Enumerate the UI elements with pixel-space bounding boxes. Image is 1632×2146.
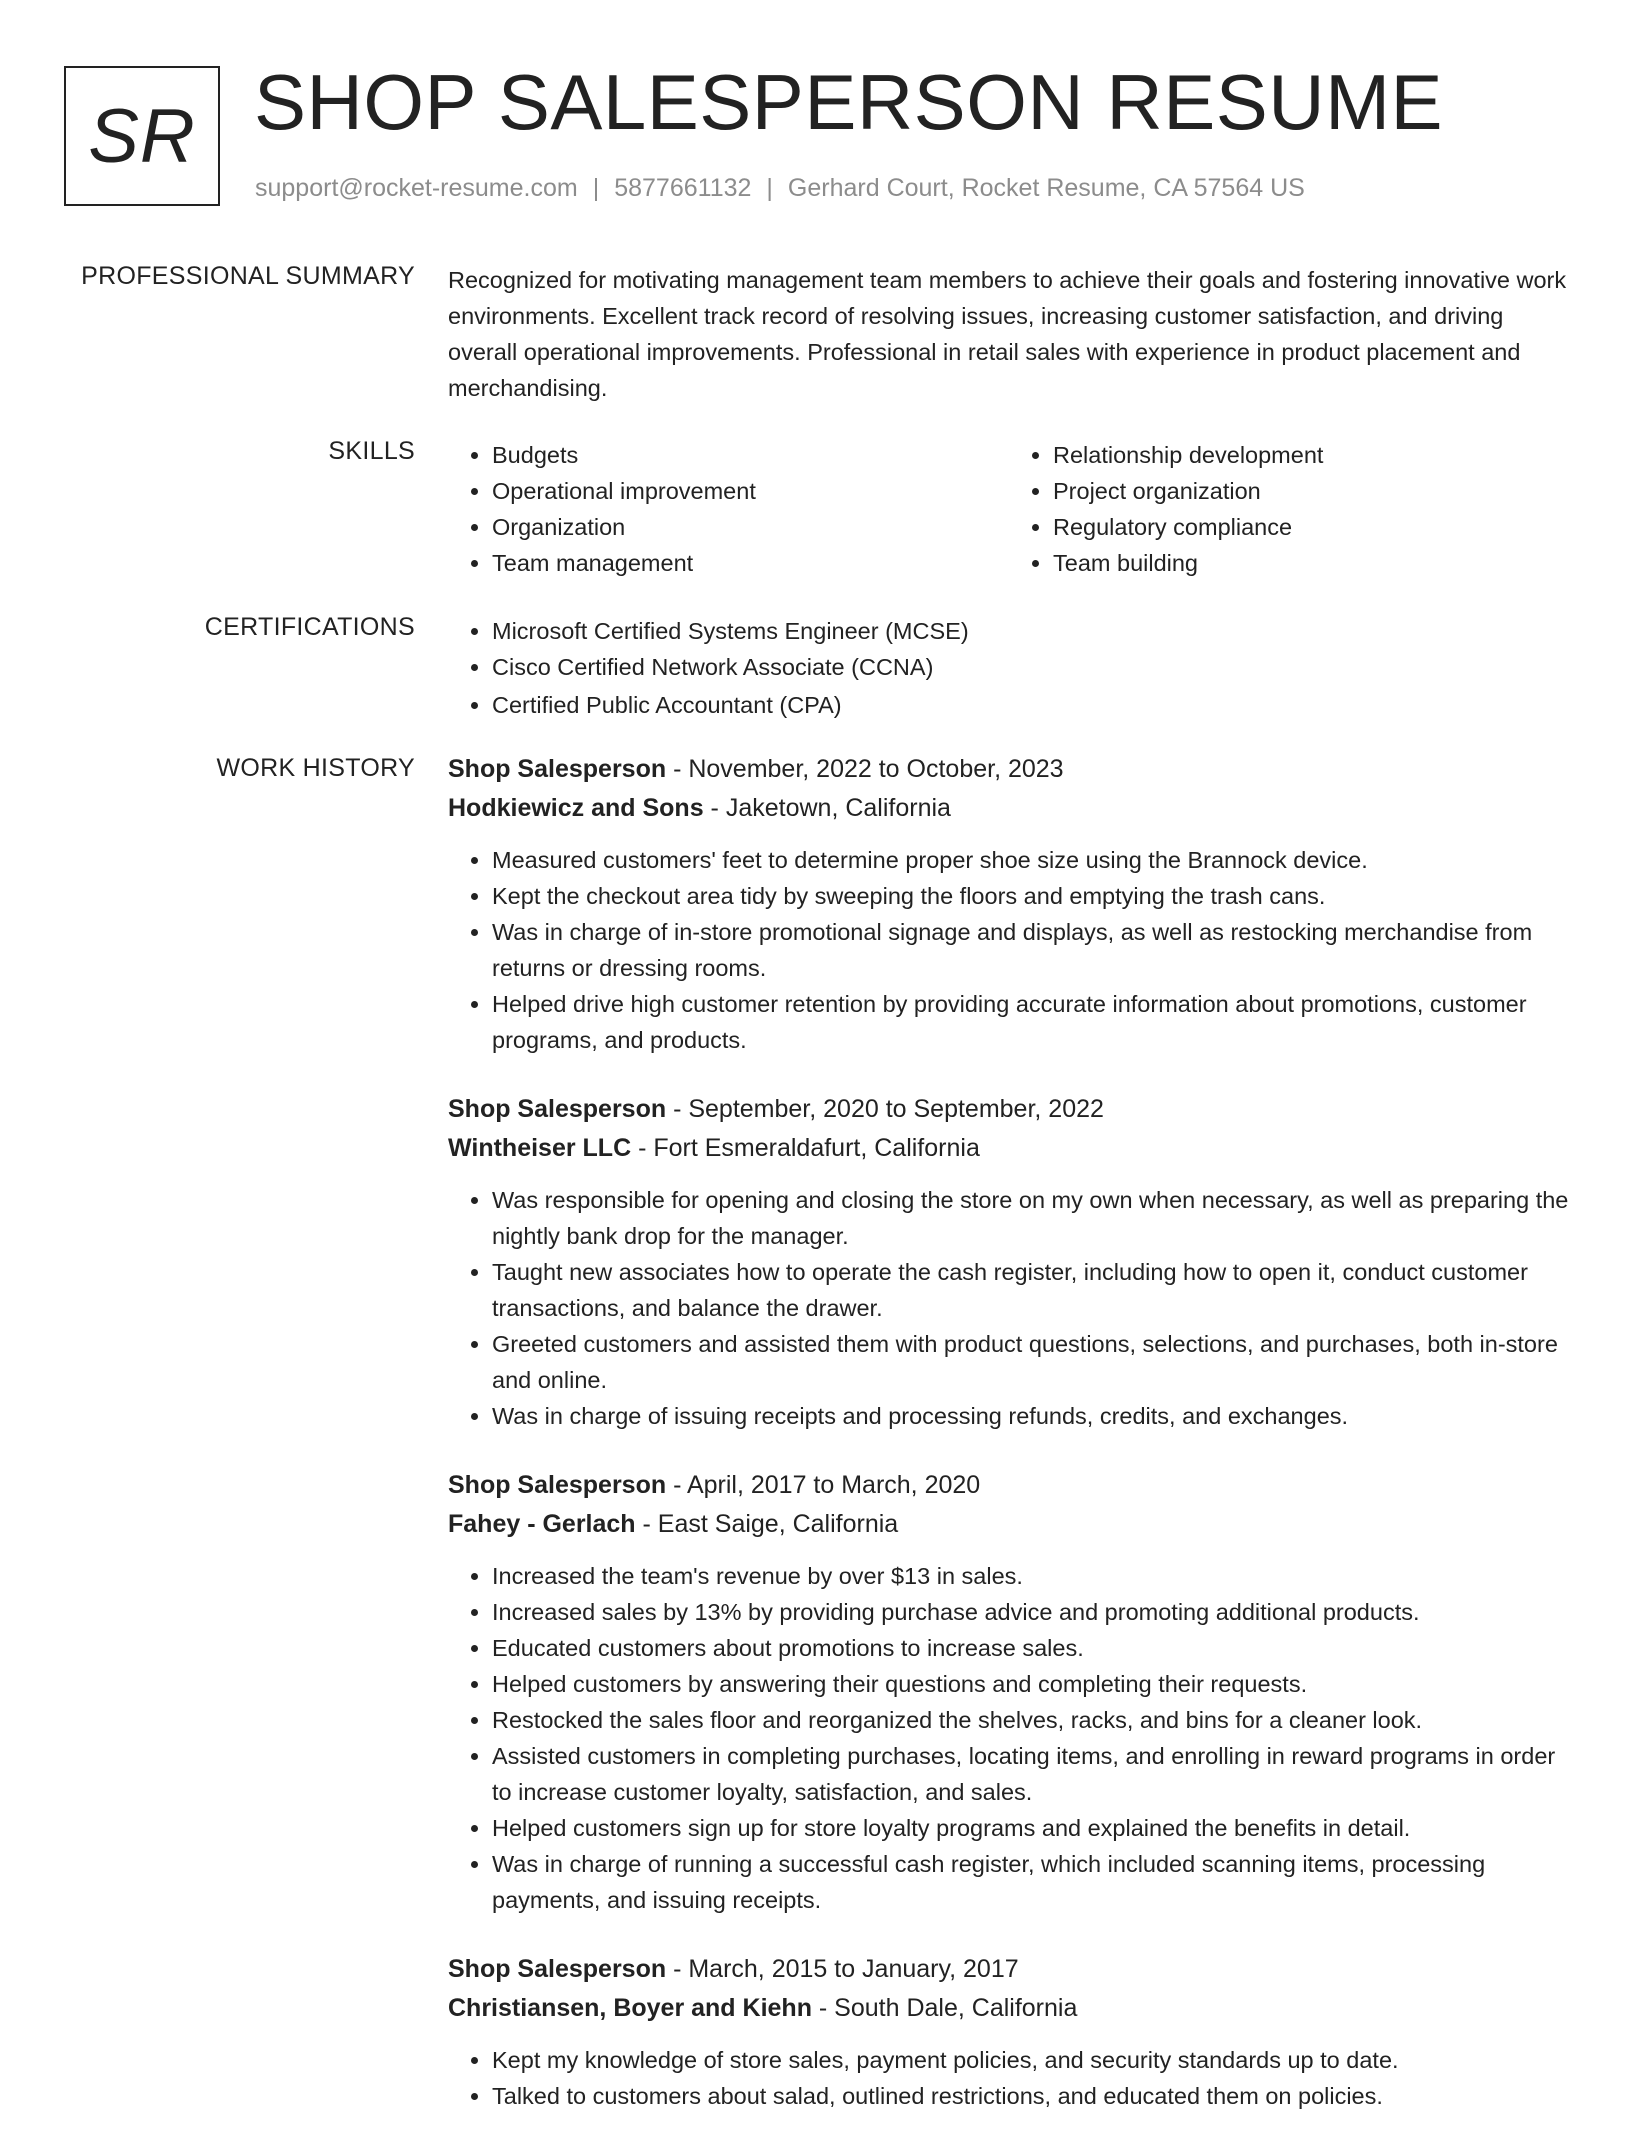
certification-item: • Certified Public Accountant (CPA) xyxy=(492,687,1570,723)
job-dates: - September, 2020 to September, 2022 xyxy=(666,1095,1104,1123)
job-duty: • Talked to customers about salad, outlined restrictions, and educated them on policies. xyxy=(492,2078,1570,2114)
job-company-line xyxy=(448,1505,1570,1544)
job-duty: • Restocked the sales floor and reorganized the shelves, racks, and bins for a cleaner look. xyxy=(492,1702,1570,1738)
job-duty: • Increased the team's revenue by over $13 in sales. xyxy=(492,1558,1570,1594)
job-duty: • Was in charge of running a successful cash register, which included scanning items, processing payments, and issuing receipts. xyxy=(492,1846,1570,1918)
skill-item: • Project organization xyxy=(1053,473,1570,509)
job-duty: • Kept my knowledge of store sales, payment policies, and security standards up to date. xyxy=(492,2042,1570,2078)
job-company-line xyxy=(448,1989,1570,2028)
skill-item: • Relationship development xyxy=(1053,437,1570,473)
skill-item: • Organization xyxy=(492,509,1009,545)
job-duty: • Kept the checkout area tidy by sweeping the floors and emptying the trash cans. xyxy=(492,878,1570,914)
job-title: Shop Salesperson xyxy=(448,1095,667,1123)
certifications-heading: CERTIFICATIONS xyxy=(204,613,415,641)
job-title-line xyxy=(448,1090,1570,1129)
skill-item: • Operational improvement xyxy=(492,473,1009,509)
contact-address: Gerhard Court, Rocket Resume, CA 57564 US xyxy=(787,174,1305,202)
job-location: - South Dale, California xyxy=(811,1994,1078,2022)
skill-item: • Team building xyxy=(1053,545,1570,581)
job-company-line xyxy=(448,789,1570,828)
job-duty: • Helped customers by answering their questions and completing their requests. xyxy=(492,1666,1570,1702)
skill-item: • Team management xyxy=(492,545,1009,581)
job-location: - Jaketown, California xyxy=(703,794,951,822)
job-duties xyxy=(448,2042,1570,2114)
job-title-line xyxy=(448,1466,1570,1505)
skill-item: • Regulatory compliance xyxy=(1053,509,1570,545)
job-entry xyxy=(448,1950,1570,2114)
skills-list-right xyxy=(1009,437,1570,581)
job-entry xyxy=(448,1090,1570,1434)
job-company-line xyxy=(448,1129,1570,1168)
contact-email: support@rocket-resume.com xyxy=(255,174,578,202)
monogram-box xyxy=(64,66,220,206)
contact-separator: | xyxy=(766,174,773,202)
job-duty: • Taught new associates how to operate the cash register, including how to open it, conduct customer transactions, and balance the drawer. xyxy=(492,1254,1570,1326)
job-duties xyxy=(448,1558,1570,1918)
job-duty: • Assisted customers in completing purchases, locating items, and enrolling in reward programs in order to increase customer loyalty, satisfaction, and sales. xyxy=(492,1738,1570,1810)
job-dates: - April, 2017 to March, 2020 xyxy=(666,1471,981,1499)
skills-body xyxy=(448,437,1570,581)
job-entry xyxy=(448,1466,1570,1918)
resume-title: SHOP SALESPERSON RESUME xyxy=(254,58,1444,146)
job-duty: • Was in charge of in-store promotional signage and displays, as well as restocking merchandise from returns or dressing rooms. xyxy=(492,914,1570,986)
skills-heading: SKILLS xyxy=(328,437,415,465)
job-company: Christiansen, Boyer and Kiehn xyxy=(448,1994,812,2022)
job-dates: - March, 2015 to January, 2017 xyxy=(666,1955,1019,1983)
job-dates: - November, 2022 to October, 2023 xyxy=(666,755,1064,783)
job-title: Shop Salesperson xyxy=(448,1471,667,1499)
summary-text: Recognized for motivating management team members to achieve their goals and fostering innovative work environments. Excellent track record of resolving issues, increasing customer satisfaction, and driving overall operational improvements. Professional in retail sales with experience in product placement and merchandising. xyxy=(448,267,1567,401)
certifications-list xyxy=(448,613,1570,723)
certification-item: • Cisco Certified Network Associate (CCNA) xyxy=(492,649,1570,685)
job-duties xyxy=(448,1182,1570,1434)
work-history-heading: WORK HISTORY xyxy=(216,754,415,782)
skill-item: • Budgets xyxy=(492,437,1009,473)
contact-line xyxy=(255,174,1305,203)
job-entry xyxy=(448,750,1570,1058)
job-location: - East Saige, California xyxy=(635,1510,899,1538)
job-duty: • Increased sales by 13% by providing purchase advice and promoting additional products. xyxy=(492,1594,1570,1630)
job-company: Wintheiser LLC xyxy=(448,1134,632,1162)
job-title: Shop Salesperson xyxy=(448,755,667,783)
job-duty: • Greeted customers and assisted them with product questions, selections, and purchases, both in-store and online. xyxy=(492,1326,1570,1398)
certifications-body xyxy=(448,613,1570,723)
work-history-body xyxy=(448,750,1570,2146)
job-company: Fahey - Gerlach xyxy=(448,1510,636,1538)
job-duties xyxy=(448,842,1570,1058)
summary-heading: PROFESSIONAL SUMMARY xyxy=(81,262,415,290)
job-title-line xyxy=(448,1950,1570,1989)
job-duty: • Was responsible for opening and closing the store on my own when necessary, as well as preparing the nightly bank drop for the manager. xyxy=(492,1182,1570,1254)
job-title: Shop Salesperson xyxy=(448,1955,667,1983)
job-duty: • Helped drive high customer retention by providing accurate information about promotions, customer programs, and products. xyxy=(492,986,1570,1058)
job-duty: • Was in charge of issuing receipts and processing refunds, credits, and exchanges. xyxy=(492,1398,1570,1434)
summary-body xyxy=(448,262,1570,406)
job-duty: • Measured customers' feet to determine proper shoe size using the Brannock device. xyxy=(492,842,1570,878)
certification-item: • Microsoft Certified Systems Engineer (MCSE) xyxy=(492,613,1570,649)
contact-separator: | xyxy=(592,174,600,202)
job-company: Hodkiewicz and Sons xyxy=(448,794,704,822)
job-duty: • Helped customers sign up for store loyalty programs and explained the benefits in detail. xyxy=(492,1810,1570,1846)
skills-list-left xyxy=(448,437,1009,581)
contact-phone: 5877661132 xyxy=(614,174,752,202)
monogram-initials: SR xyxy=(88,93,196,179)
job-title-line xyxy=(448,750,1570,789)
job-location: - Fort Esmeraldafurt, California xyxy=(631,1134,980,1162)
job-duty: • Educated customers about promotions to increase sales. xyxy=(492,1630,1570,1666)
